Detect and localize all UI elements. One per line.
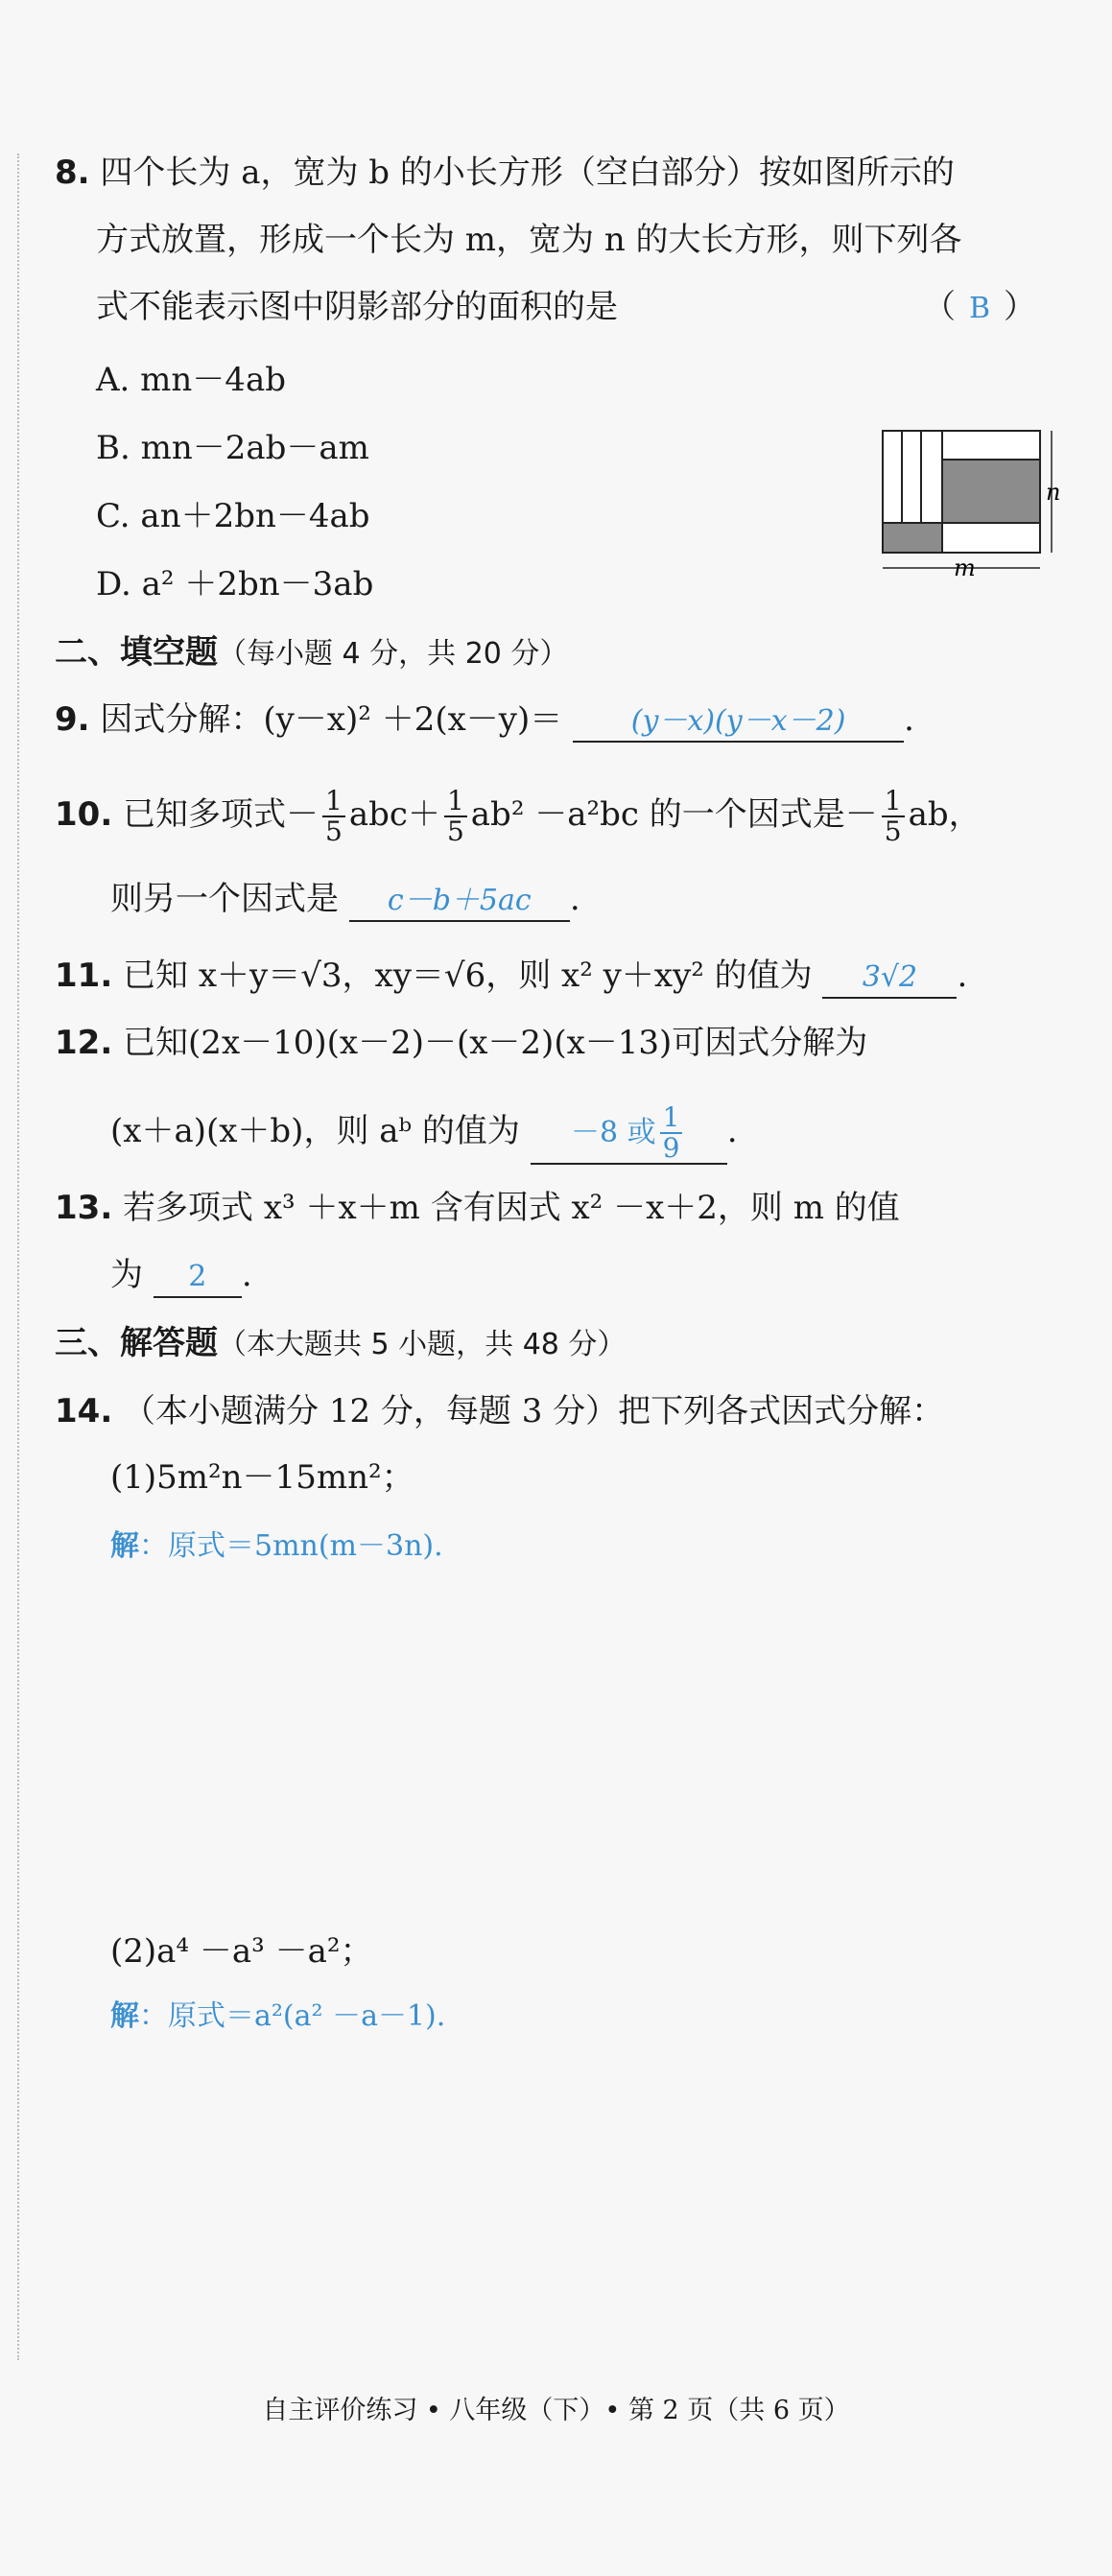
q8-option-d: D. a² ＋2bn－3ab	[96, 565, 374, 603]
solution-label: 解	[110, 1529, 139, 1563]
denominator: 5	[884, 815, 902, 847]
margin-dotted-line	[17, 154, 19, 2360]
numerator: 1	[444, 787, 467, 817]
q8-answer: B	[969, 292, 991, 325]
q13-line2	[110, 1254, 252, 1298]
denominator: 9	[662, 1132, 680, 1164]
numerator: 1	[882, 787, 905, 817]
q9-number: 9.	[55, 700, 90, 739]
q11-number: 11.	[55, 957, 113, 995]
q8-text-1: 四个长为 a，宽为 b 的小长方形（空白部分）按如图所示的	[100, 154, 955, 192]
q10-answer-blank	[349, 880, 570, 922]
q13-number: 13.	[55, 1189, 113, 1227]
q9-line	[55, 698, 914, 743]
q8-answer-bracket	[923, 286, 1036, 330]
q14-part-1: (1)5m²n－15mn²；	[110, 1458, 414, 1497]
q14-part-2: (2)a⁴ －a³ －a²；	[110, 1932, 373, 1971]
q11-answer: 3√2	[862, 960, 918, 994]
q13-text-1: 若多项式 x³ ＋x＋m 含有因式 x² －x＋2，则 m 的值	[123, 1189, 900, 1227]
q13-text-2: 为	[110, 1256, 143, 1294]
q12-answer-blank	[531, 1103, 727, 1165]
q12-line2	[110, 1103, 738, 1165]
solution-text: ：原式＝5mn(m－3n).	[139, 1529, 443, 1563]
solution-label: 解	[110, 1999, 139, 2033]
q12-end: .	[726, 1112, 738, 1150]
shaded-region-right	[942, 460, 1040, 523]
section-2-note: （每小题 4 分，共 20 分）	[218, 637, 569, 671]
section-3-title: 三、解答题	[55, 1324, 218, 1362]
q10-text-b: abc＋	[348, 795, 440, 834]
q11-text: 已知 x＋y＝√3，xy＝√6，则 x² y＋xy² 的值为	[123, 957, 813, 995]
q10-fraction-2	[444, 787, 467, 846]
q9-answer-blank	[573, 700, 904, 743]
q14-line	[55, 1390, 944, 1432]
section-3-heading	[55, 1322, 626, 1366]
q13-answer: 2	[188, 1260, 207, 1293]
q10-fraction-1	[322, 787, 345, 846]
denominator: 5	[325, 815, 343, 847]
q14-number: 14.	[55, 1392, 113, 1430]
section-2-heading	[55, 631, 568, 675]
q12-number: 12.	[55, 1024, 113, 1062]
q10-text-e: 则另一个因式是	[110, 880, 339, 918]
numerator: 1	[322, 787, 345, 817]
q11-answer-blank	[822, 957, 957, 999]
q12-text-1: 已知(2x－10)(x－2)－(x－2)(x－13)可因式分解为	[123, 1024, 868, 1062]
q14-solution-2	[110, 1994, 445, 2038]
q13-line1	[55, 1187, 900, 1229]
solution-text: ：原式＝a²(a² －a－1).	[139, 1999, 446, 2033]
q10-text-a: 已知多项式－	[123, 795, 319, 834]
paren-close: ）	[1004, 288, 1037, 326]
q10-line1	[55, 787, 982, 846]
q10-number: 10.	[55, 795, 113, 834]
q13-answer-blank	[154, 1256, 242, 1298]
page-footer: 自主评价练习 • 八年级（下）• 第 2 页（共 6 页）	[262, 2396, 850, 2425]
q8-line3	[96, 286, 618, 328]
m-label: m	[954, 555, 976, 580]
q12-answer-fraction	[660, 1103, 683, 1163]
n-label: n	[1046, 479, 1061, 506]
section-2-title: 二、填空题	[55, 633, 218, 672]
q8-option-a: A. mn－4ab	[96, 361, 286, 399]
q12-answer-part: －8 或	[571, 1116, 656, 1149]
q14-text: （本小题满分 12 分，每题 3 分）把下列各式因式分解：	[123, 1392, 945, 1430]
q9-end: .	[904, 700, 914, 739]
q8-text-3: 式不能表示图中阴影部分的面积的是	[96, 288, 618, 326]
q10-answer: c－b＋5ac	[387, 884, 532, 917]
q10-end: .	[569, 880, 580, 918]
numerator: 1	[660, 1103, 683, 1134]
q13-end: .	[241, 1256, 252, 1294]
q8-option-b: B. mn－2ab－am	[96, 429, 369, 467]
q11-end: .	[957, 957, 968, 995]
q12-line1	[55, 1022, 867, 1064]
q8-number: 8.	[55, 154, 90, 192]
q10-line2	[110, 878, 580, 922]
q8-option-c: C. an＋2bn－4ab	[96, 497, 370, 535]
q11-line	[55, 955, 967, 999]
paren-open: （	[923, 288, 956, 326]
q8-line2: 方式放置，形成一个长为 m，宽为 n 的大长方形，则下列各	[96, 221, 962, 259]
denominator: 5	[446, 815, 464, 847]
q10-text-c: ab² －a²bc 的一个因式是－	[470, 795, 878, 834]
q14-solution-1	[110, 1524, 443, 1568]
section-3-note: （本大题共 5 小题，共 48 分）	[218, 1328, 627, 1361]
q9-text: 因式分解：(y－x)² ＋2(x－y)＝	[100, 700, 563, 739]
q10-fraction-3	[882, 787, 905, 846]
q8-line1	[55, 152, 955, 194]
q12-text-2: (x＋a)(x＋b)，则 aᵇ 的值为	[110, 1112, 520, 1150]
rectangle-figure	[881, 427, 1063, 580]
shaded-region-left	[883, 523, 942, 553]
q10-text-d: ab，	[908, 795, 982, 834]
q9-answer: (y－x)(y－x－2)	[630, 704, 846, 738]
